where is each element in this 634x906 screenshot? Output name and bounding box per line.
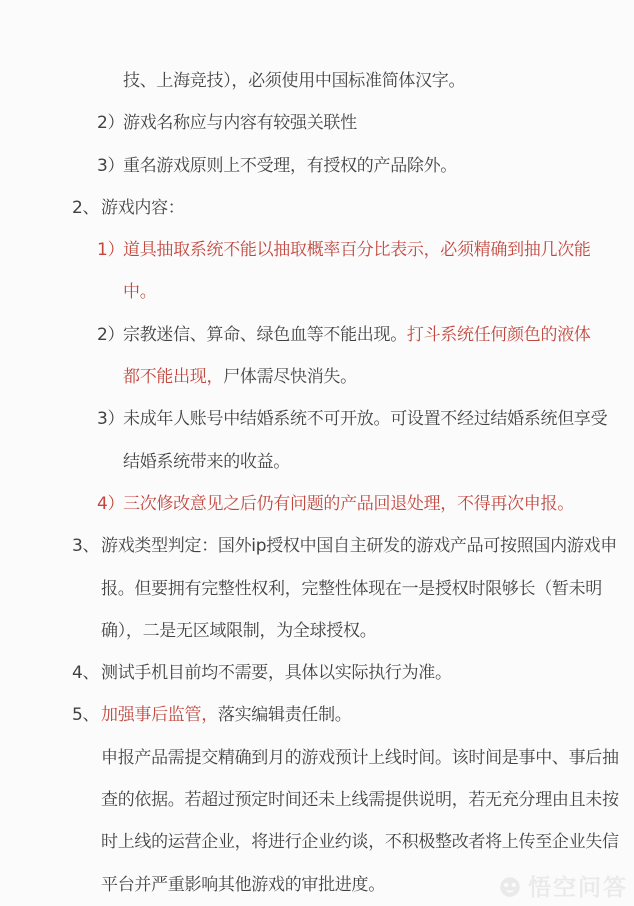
text-segment: 结婚系统带来的收益。 [123, 451, 290, 472]
text-segment: 确），二是无区域限制，为全球授权。 [101, 620, 377, 641]
list-number: 2） [97, 113, 125, 134]
text-line [0, 483, 634, 525]
text-line [0, 525, 634, 567]
text-segment: 落实编辑责任制。 [217, 705, 352, 726]
text-line [0, 356, 634, 398]
text-segment: 申报产品需提交精确到月的游戏预计上线时间。该时间是事中、事后抽 [101, 747, 619, 768]
text-line [0, 694, 634, 736]
watermark [497, 869, 628, 902]
list-number: 3、 [72, 536, 100, 557]
text-segment: 游戏名称应与内容有较强关联性 [123, 113, 357, 134]
text-line [0, 60, 634, 102]
text-line [0, 145, 634, 187]
text-segment: 中。 [123, 282, 157, 303]
list-number: 4） [97, 493, 125, 514]
text-segment: 报。但要拥有完整性权利，完整性体现在一是授权时限够长（暂未明 [101, 578, 602, 599]
list-number: 2） [97, 324, 125, 345]
text-segment: 未成年人账号中结婚系统不可开放。可设置不经过结婚系统但享受 [123, 409, 608, 430]
text-line [0, 568, 634, 610]
text-line [0, 102, 634, 144]
text-line [0, 441, 634, 483]
text-segment: 游戏类型判定：国外ip授权中国自主研发的游戏产品可按照国内游戏申 [101, 536, 617, 557]
list-number: 2、 [72, 197, 100, 218]
list-number: 3） [97, 409, 125, 430]
text-segment: 查的依据。若超过预定时间还未上线需提供说明，若无充分理由且未按 [101, 790, 619, 811]
list-number: 3） [97, 155, 125, 176]
text-line [0, 737, 634, 779]
text-segment: 技、上海竞技），必须使用中国标准简体汉字。 [123, 71, 466, 91]
text-segment: 打斗系统任何颜色的液体 [406, 324, 591, 345]
text-segment: 测试手机目前均不需要，具体以实际执行为准。 [101, 663, 452, 684]
text-segment: 尸体需尽快消失。 [223, 367, 357, 388]
text-line [0, 652, 634, 694]
text-line [0, 398, 634, 440]
text-segment: 平台并严重影响其他游戏的审批进度。 [101, 874, 385, 895]
text-line [0, 314, 634, 356]
text-segment: 道具抽取系统不能以抽取概率百分比表示，必须精确到抽几次能 [123, 240, 591, 261]
text-segment: 重名游戏原则上不受理，有授权的产品除外。 [123, 155, 457, 176]
wukong-logo-icon [497, 873, 523, 899]
text-segment: 宗教迷信、算命、绿色血等不能出现。 [123, 324, 407, 345]
text-line [0, 821, 634, 863]
text-segment: 加强事后监管， [101, 705, 218, 726]
watermark-text: 悟空问答 [528, 875, 628, 901]
text-segment: 时上线的运营企业，将进行企业约谈，不积极整改者将上传至企业失信 [101, 832, 619, 853]
text-line [0, 187, 634, 229]
text-line [0, 229, 634, 271]
text-segment: 游戏内容： [101, 197, 185, 218]
list-number: 5、 [72, 705, 100, 726]
list-number: 4、 [72, 663, 100, 684]
text-segment: 三次修改意见之后仍有问题的产品回退处理，不得再次申报。 [123, 493, 574, 514]
text-line [0, 779, 634, 821]
text-segment: 都不能出现， [123, 367, 224, 388]
text-line [0, 610, 634, 652]
list-number: 1） [97, 240, 125, 261]
text-line [0, 271, 634, 313]
